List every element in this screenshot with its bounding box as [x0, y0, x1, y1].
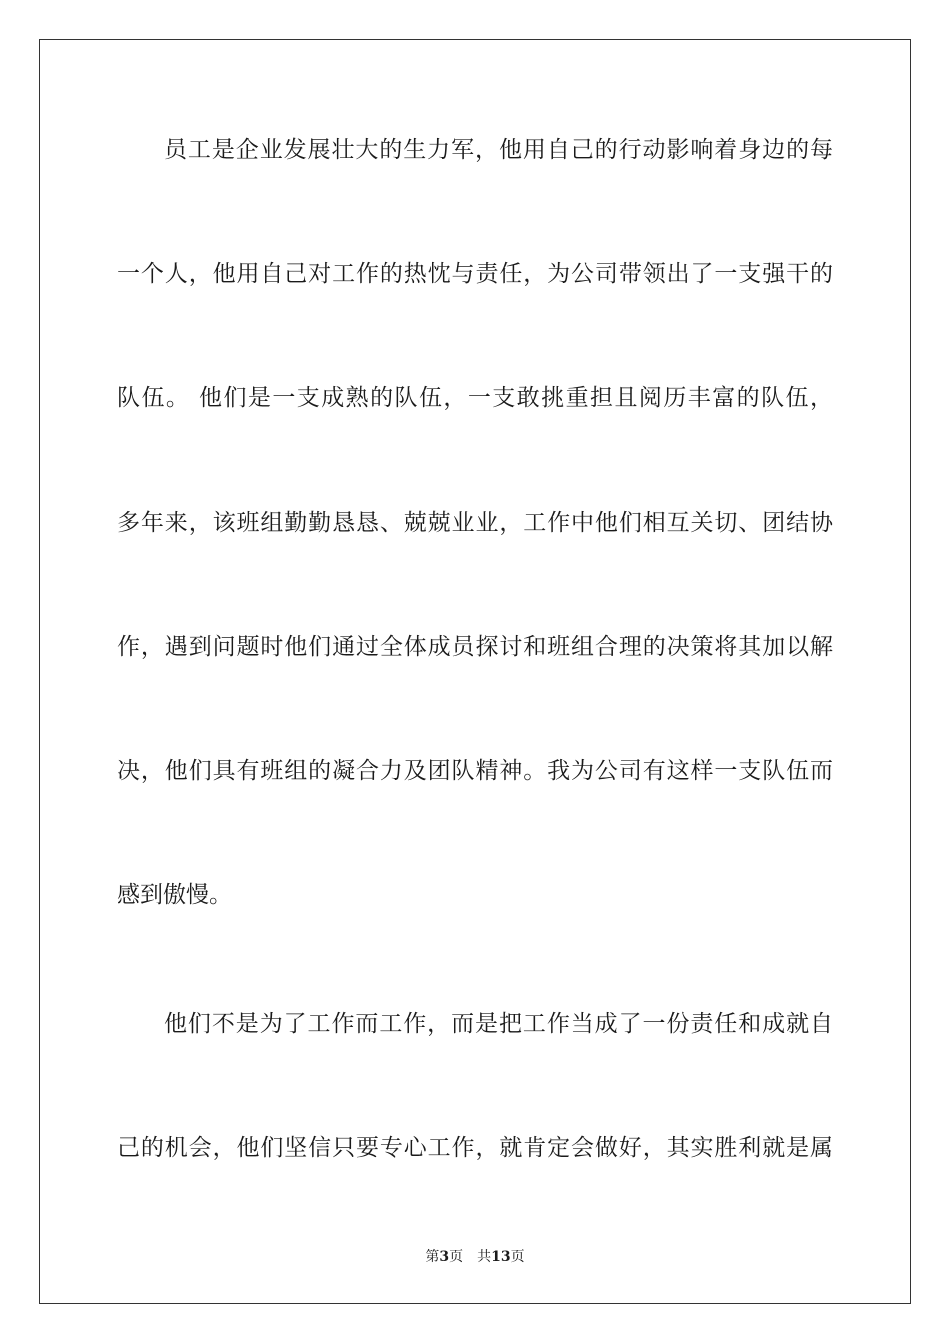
- footer-page-prefix: 第: [425, 1249, 440, 1265]
- paragraph-1-line-5: 作，遇到问题时他们通过全体成员探讨和班组合理的决策将其加以解: [117, 634, 833, 660]
- footer-page-suffix: 页: [449, 1249, 464, 1265]
- paragraph-2-line-2: 己的机会，他们坚信只要专心工作，就肯定会做好，其实胜利就是属: [117, 1135, 833, 1161]
- footer-page-total: 13: [491, 1249, 511, 1265]
- page-footer: [0, 1246, 950, 1268]
- paragraph-1-line-3: 队伍。 他们是一支成熟的队伍，一支敢挑重担且阅历丰富的队伍，: [117, 385, 833, 411]
- paragraph-1-line-6: 决，他们具有班组的凝合力及团队精神。我为公司有这样一支队伍而: [117, 758, 833, 784]
- paragraph-1-line-1: 员工是企业发展壮大的生力军，他用自己的行动影响着身边的每: [164, 137, 833, 163]
- footer-page-current: 3: [439, 1249, 450, 1265]
- page-frame: [39, 39, 911, 1304]
- paragraph-1-line-7: 感到傲慢。: [117, 882, 232, 908]
- paragraph-1-line-2: 一个人，他用自己对工作的热忱与责任，为公司带领出了一支强干的: [117, 261, 833, 287]
- paragraph-1-line-4: 多年来，该班组勤勤恳恳、兢兢业业，工作中他们相互关切、团结协: [117, 510, 833, 536]
- footer-total-prefix: 共: [477, 1249, 492, 1265]
- footer-total-suffix: 页: [510, 1249, 525, 1265]
- paragraph-2-line-1: 他们不是为了工作而工作，而是把工作当成了一份责任和成就自: [164, 1011, 833, 1037]
